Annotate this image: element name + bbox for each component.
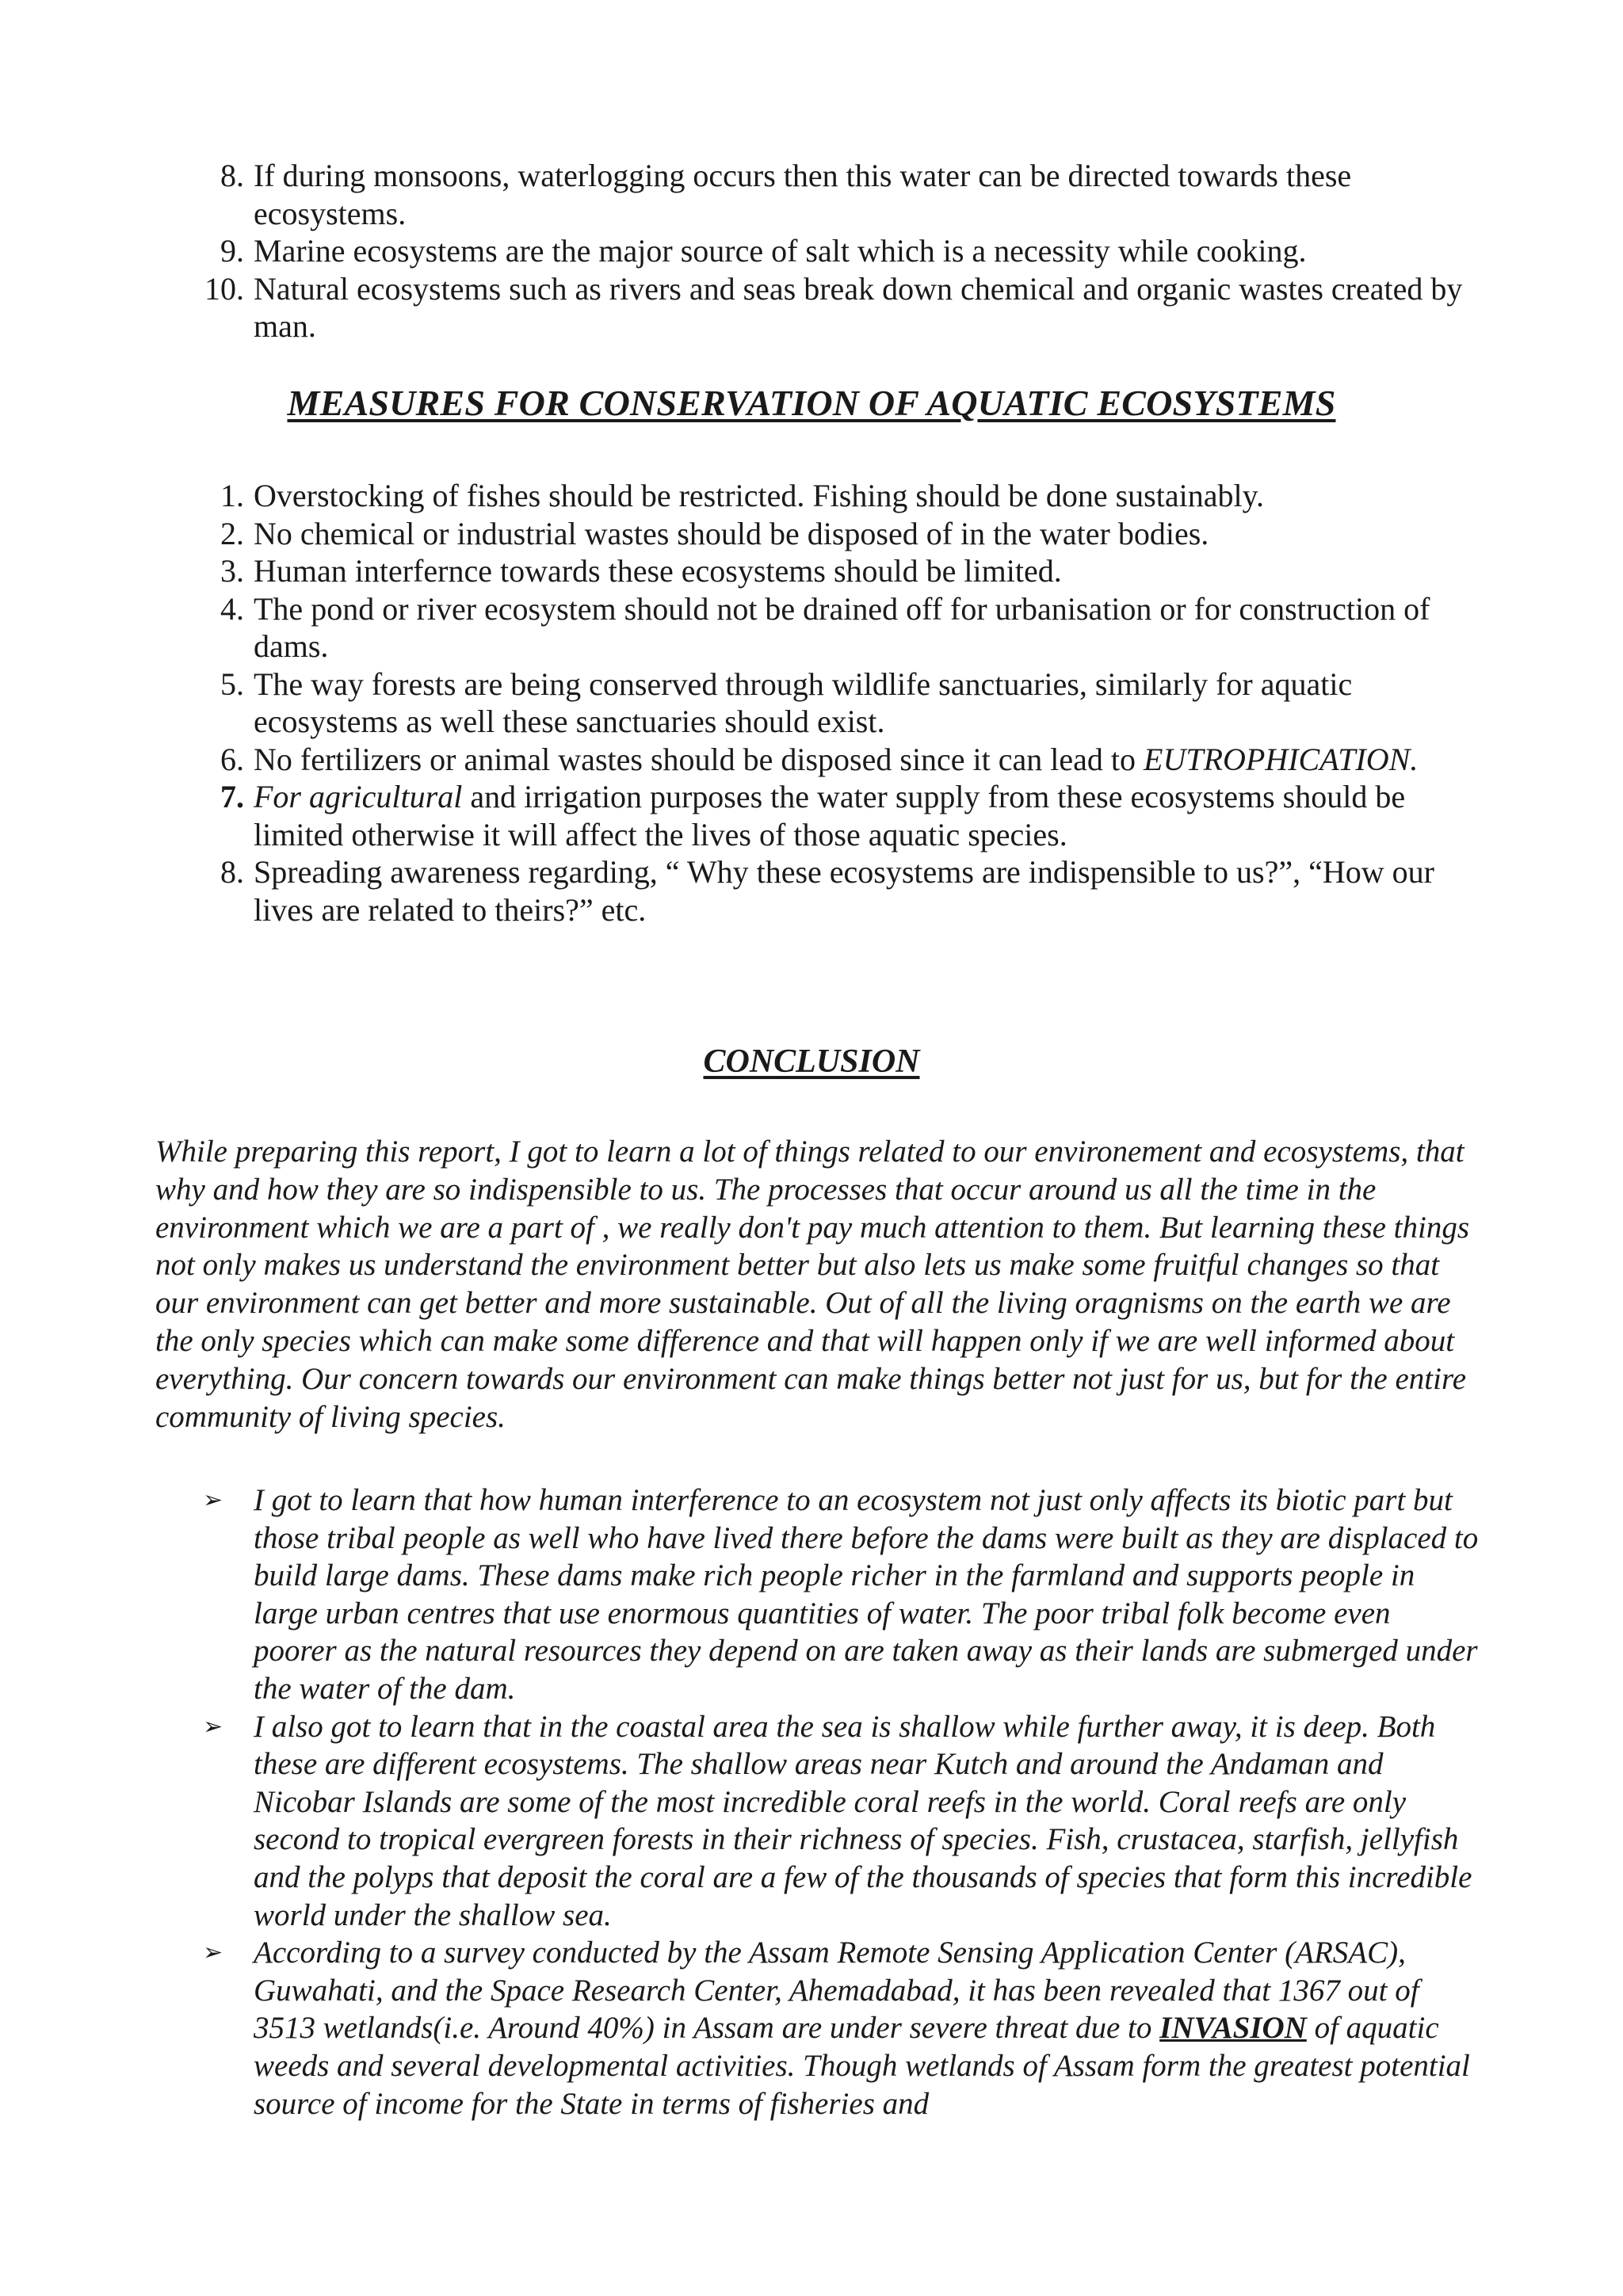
list-item (203, 853, 1495, 929)
list-number: 4. (220, 590, 244, 627)
list-item-text: Human interfernce towards these ecosystems should be limited. (254, 553, 1062, 589)
list-number: 6. (220, 741, 244, 777)
list-item (203, 477, 1495, 515)
list-item (203, 270, 1487, 345)
bullet-text-continued: of aquatic weeds and several developmental activities. Though wetlands of Assam form the greatest potential source of income for the State in terms of fisheries and (254, 2011, 1470, 2121)
list-number: 8. (220, 854, 244, 890)
list-item (203, 157, 1487, 232)
bullet-text: According to a survey conducted by the Assam Remote Sensing Application Center (ARSAC), Guwahati, and the Space Research Center, Ahemadabad, it has been revealed that 1367 out of 3513 wetlands(i.e. Around 40%) in Assam are under severe threat due to (254, 1936, 1419, 2046)
invasion-term: INVASION (1159, 2011, 1307, 2046)
conclusion-heading: CONCLUSION (703, 1043, 920, 1080)
measures-heading: MEASURES FOR CONSERVATION OF AQUATIC ECOSYSTEMS (287, 383, 1336, 423)
list-item (203, 232, 1487, 270)
list-item-text: Overstocking of fishes should be restricted. Fishing should be done sustainably. (254, 478, 1264, 513)
list-item (203, 590, 1495, 666)
measures-list (203, 477, 1495, 929)
list-item-text: If during monsoons, waterlogging occurs then this water can be directed towards these ecosystems. (254, 158, 1352, 231)
conclusion-paragraph: While preparing this report, I got to learn a lot of things related to our environement and ecosystems, that why and how they are so indispensible to us. The processes that occur around us all the time in the environment which we are a part of , we really don't pay much attention to them. But learning these things not only makes us understand the environment better but also lets us make some fruitful changes so that our environment can get better and more sustainable. Out of all the living oragnisms on the earth we are the only species which can make some difference and that will happen only if we are well informed about everything. Our concern towards our environment can make things better not just for us, but for the entire community of living species. (155, 1135, 1470, 1434)
eutrophication-term: EUTROPHICATION. (1144, 741, 1419, 777)
list-number: 2. (220, 515, 244, 551)
list-number: 5. (220, 666, 244, 702)
list-number: 7. (220, 779, 244, 814)
bullet-text: I got to learn that how human interference to an ecosystem not just only affects its biotic part but those tribal people as well who have lived there before the dams were built as they are displaced to build large dams. These dams make rich people richer in the farmland and supports people in large urban centres that use enormous quantities of water. The poor tribal folk become even poorer as the natural resources they depend on are taken away as their lands are submerged under the water of the dam. (254, 1483, 1479, 1706)
list-item-lead: For agricultural (254, 779, 463, 814)
list-item (203, 741, 1495, 779)
list-item (203, 552, 1495, 590)
bullet-text: I also got to learn that in the coastal area the sea is shallow while further away, it is deep. Both these are different ecosystems. The shallow areas near Kutch and around the Andaman and Nicobar Islands are some of the most incredible coral reefs in the world. Coral reefs are only second to tropical evergreen forests in their richness of species. Fish, crustacea, starfish, jellyfish and the polyps that deposit the coral are a few of the thousands of species that form this incredible world under the shallow sea. (254, 1709, 1472, 1932)
list-item (203, 515, 1495, 553)
list-item-text: Marine ecosystems are the major source of salt which is a necessity while cooking. (254, 233, 1307, 269)
list-item-text: No chemical or industrial wastes should be disposed of in the water bodies. (254, 515, 1209, 551)
list-item (203, 778, 1495, 853)
list-number: 8. (220, 158, 244, 193)
list-number: 1. (220, 478, 244, 513)
list-item-text: The way forests are being conserved through wildlife sanctuaries, similarly for aquatic ecosystems as well these sanctuaries should exist. (254, 666, 1353, 739)
list-item-text: No fertilizers or animal wastes should be disposed since it can lead to (254, 741, 1144, 777)
list-item (203, 1934, 1479, 2122)
list-item-text: The pond or river ecosystem should not be drained off for urbanisation or for construction of dams. (254, 590, 1430, 664)
list-item-text: and irrigation purposes the water supply from these ecosystems should be limited otherwise it will affect the lives of those aquatic species. (254, 779, 1406, 852)
arrow-bullet-icon: ➢ (203, 1486, 223, 1514)
list-item-text: Spreading awareness regarding, “ Why these ecosystems are indispensible to us?”, “How our lives are related to theirs?” etc. (254, 854, 1434, 928)
list-item (203, 1708, 1479, 1935)
arrow-bullet-icon: ➢ (203, 1712, 223, 1741)
benefits-list-continued (203, 157, 1487, 345)
list-number: 10. (204, 270, 244, 307)
list-number: 9. (220, 233, 244, 269)
arrow-bullet-icon: ➢ (203, 1939, 223, 1967)
list-item-text: Natural ecosystems such as rivers and seas break down chemical and organic wastes created by man. (254, 270, 1463, 344)
list-item (203, 1482, 1479, 1708)
list-item (203, 666, 1495, 741)
list-number: 3. (220, 553, 244, 589)
conclusion-bullets (203, 1482, 1479, 2122)
